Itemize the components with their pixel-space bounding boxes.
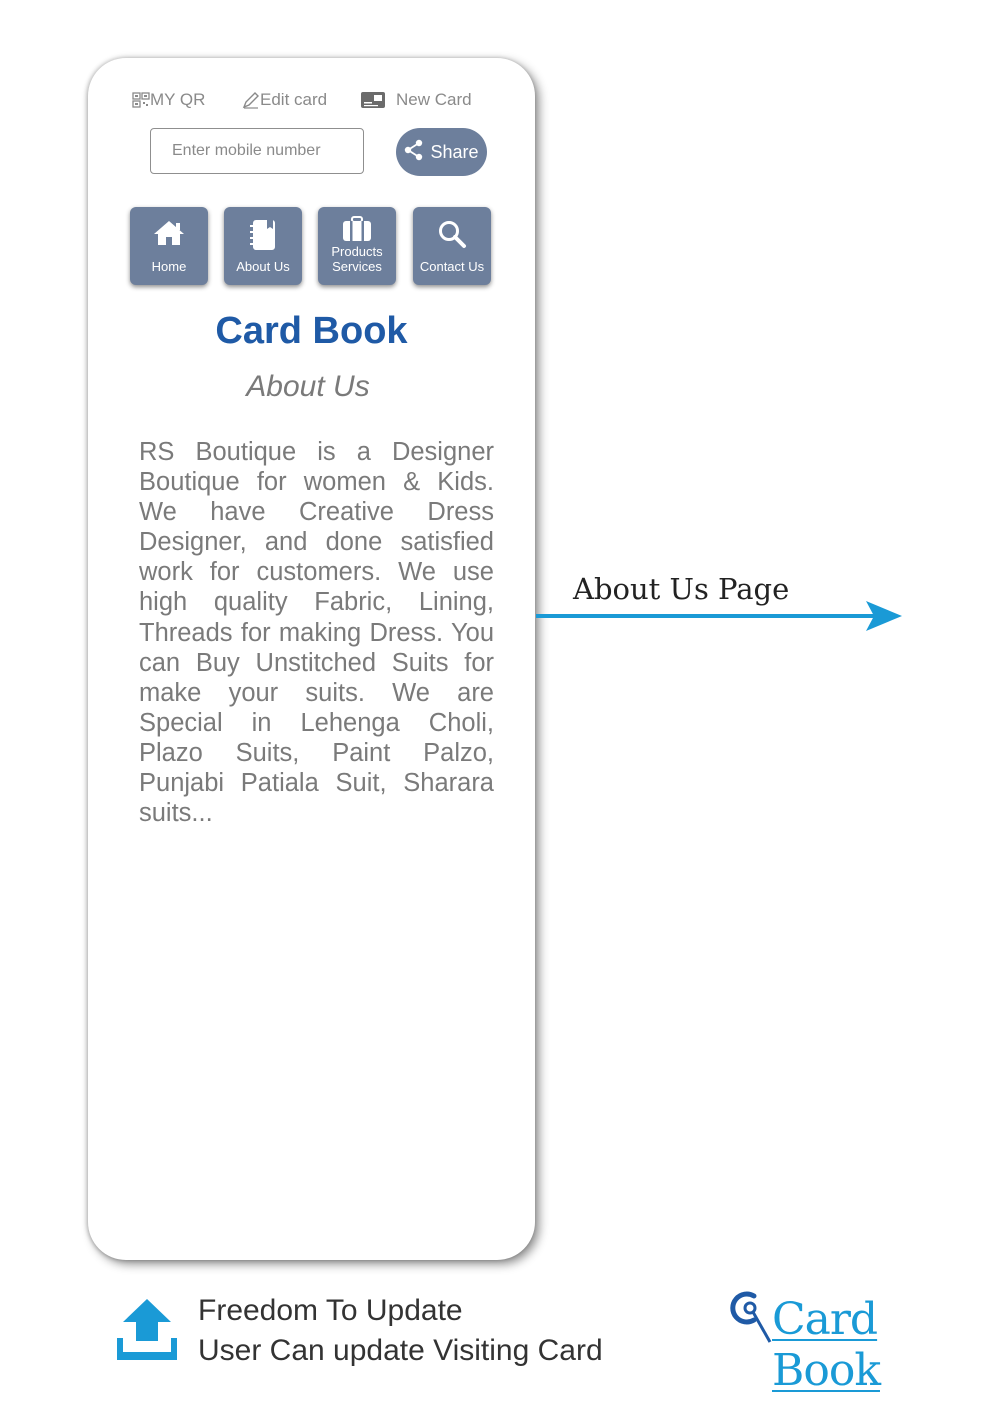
brand-name: Card Book [772, 1294, 880, 1396]
nav-products-label-line2: Services [332, 259, 382, 274]
share-icon [404, 139, 424, 166]
brand-logo [730, 1288, 970, 1396]
nav-products-label-line1: Products [331, 244, 383, 259]
qr-icon [132, 92, 150, 108]
section-subtitle: About Us [246, 370, 370, 403]
nav-home-button[interactable] [130, 207, 208, 285]
nav-bar [130, 207, 492, 287]
footer-headline: Freedom To Update [198, 1294, 463, 1327]
briefcase-icon [318, 216, 396, 242]
about-description: RS Boutique is a Designer Boutique for women & Kids. We have Creative Dress Designer, and done satisfied work for customers. We use high quality Fabric, Lining, Threads for making Dress. You can Buy Unstitched Suits for make your suits. We are Special in Lehenga Choli, Plazo Suits, Paint Palzo, Punjabi Patiala Suit, Sharara suits... [139, 438, 494, 828]
upload-icon [115, 1298, 179, 1362]
new-card-label: New Card [396, 90, 472, 109]
search-icon [413, 219, 491, 249]
edit-card-label: Edit card [260, 90, 328, 109]
new-card-link[interactable] [360, 90, 472, 110]
card-book-logo-icon [730, 1288, 778, 1350]
my-qr-label: MY QR [150, 90, 206, 109]
book-icon [224, 219, 302, 251]
nav-contact-button[interactable] [413, 207, 491, 285]
nav-products-button[interactable] [318, 207, 396, 285]
home-icon [130, 219, 208, 247]
nav-about-button[interactable] [224, 207, 302, 285]
share-button[interactable] [396, 128, 487, 176]
nav-contact-label: Contact Us [419, 259, 485, 274]
card-icon [360, 91, 386, 109]
phone-frame [88, 58, 535, 1260]
mobile-number-input[interactable] [150, 128, 364, 174]
nav-products-label [318, 244, 396, 274]
footer-subline: User Can update Visiting Card [198, 1334, 603, 1367]
top-links [132, 90, 512, 110]
share-label: Share [430, 141, 479, 162]
page-title: Card Book [215, 310, 408, 352]
annotation-label: About Us Page [573, 572, 790, 606]
nav-about-label: About Us [236, 259, 290, 274]
arrow-right-icon [536, 598, 906, 634]
pencil-icon [242, 91, 260, 109]
nav-home-label: Home [151, 259, 187, 274]
my-qr-link[interactable] [132, 90, 205, 110]
edit-card-link[interactable] [242, 90, 327, 110]
